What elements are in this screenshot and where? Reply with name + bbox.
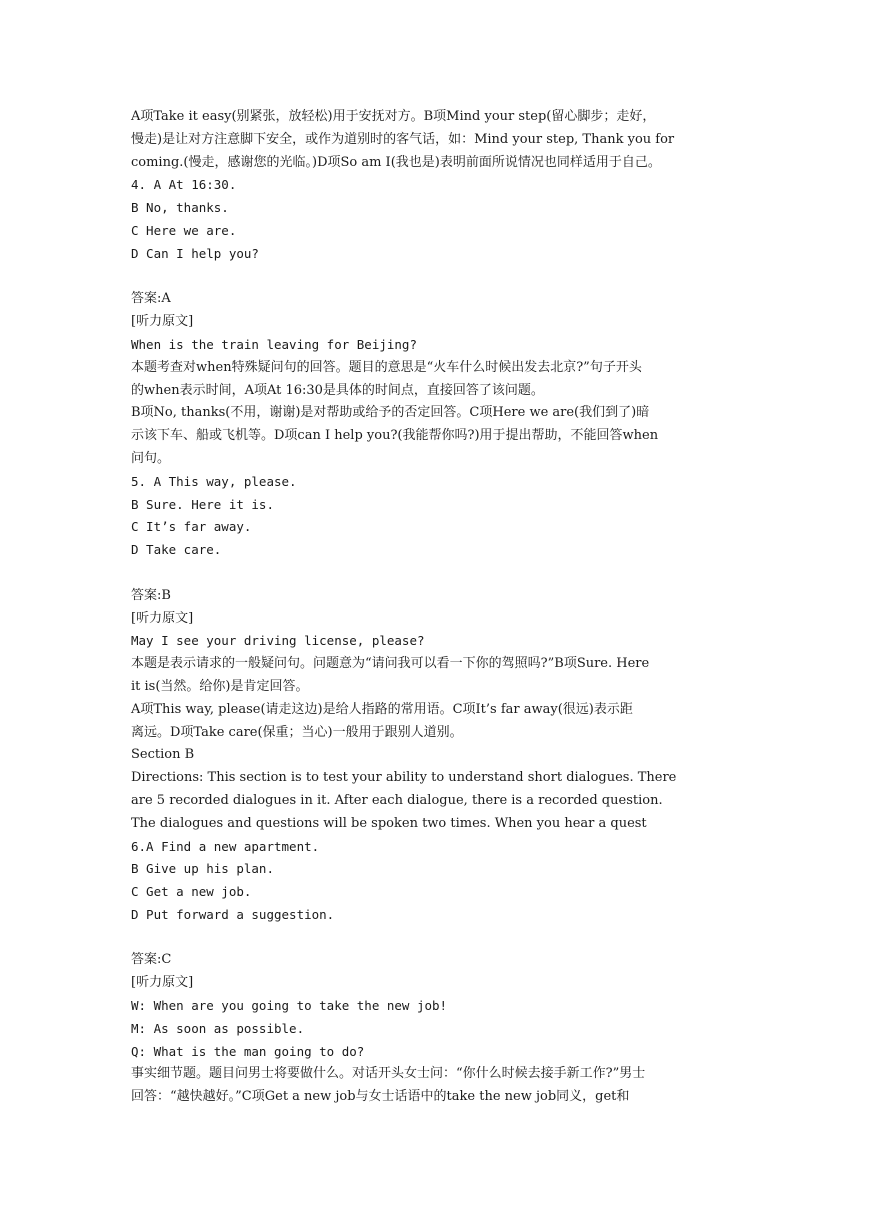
answer-option-line: M: As soon as possible.: [131, 1020, 305, 1036]
text-line: 事实细节题。题目问男士将要做什么。对话开头女士问：“你什么时候去接手新工作?”男士: [131, 1066, 646, 1082]
answer-option-line: D Put forward a suggestion.: [131, 906, 335, 922]
text-line: Section B: [131, 747, 195, 763]
text-line: B项No, thanks(不用，谢谢)是对帮助或给予的否定回答。C项Here we are(我们到了)暗: [131, 405, 650, 421]
blank-line: [131, 927, 739, 950]
text-line: 的when表示时间，A项At 16:30是具体的时间点，直接回答了该问题。: [131, 382, 544, 398]
text-line: 本题考查对when特殊疑问句的回答。题目的意思是“火车什么时候出发去北京?”句子开头: [131, 359, 642, 375]
text-line: A项Take it easy(别紧张，放轻松)用于安抚对方。B项Mind your step(留心脚步；走好，: [131, 109, 656, 124]
answer-option-line: C Get a new job.: [131, 884, 252, 900]
answer-option-line: B Sure. Here it is.: [131, 496, 274, 512]
text-line: [听力原文]: [131, 314, 194, 330]
blank-line: [131, 562, 739, 585]
text-line: 问句。: [131, 450, 171, 466]
blank-line: [131, 266, 739, 289]
text-line: The dialogues and questions will be spoken two times. When you hear a quest: [131, 815, 647, 831]
text-line: 慢走)是让对方注意脚下安全，或作为道别时的客气话，如：Mind your step, Thank you for: [131, 131, 675, 147]
text-line: 回答：“越快越好。”C项Get a new job与女士话语中的take the new job同义，get和: [131, 1089, 630, 1105]
text-line: [听力原文]: [131, 610, 194, 626]
text-line: are 5 recorded dialogues in it. After each dialogue, there is a recorded question.: [131, 792, 663, 808]
text-line: 示该下车、船或飞机等。D项can I help you?(我能帮你吗?)用于提出帮助，不能回答when: [131, 428, 659, 444]
answer-option-line: B Give up his plan.: [131, 861, 274, 877]
text-line: coming.(慢走，感谢您的光临。)D项So am I(我也是)表明前面所说情况也同样适用于自己。: [131, 154, 661, 170]
answer-option-line: 6.A Find a new apartment.: [131, 838, 320, 854]
text-line: 答案:B: [131, 587, 171, 603]
text-line: it is(当然。给你)是肯定回答。: [131, 678, 309, 694]
answer-option-line: B No, thanks.: [131, 200, 229, 216]
document-body: [131, 106, 739, 1109]
text-line: A项This way, please(请走这边)是给人指路的常用语。C项It’s far away(很远)表示距: [131, 701, 633, 717]
answer-option-line: D Take care.: [131, 542, 222, 558]
answer-option-line: D Can I help you?: [131, 245, 259, 261]
text-line: 本题是表示请求的一般疑问句。问题意为“请问我可以看一下你的驾照吗?”B项Sure. Here: [131, 656, 650, 672]
answer-option-line: When is the train leaving for Beijing?: [131, 336, 417, 352]
answer-option-line: Q: What is the man going to do?: [131, 1043, 365, 1059]
answer-option-line: C Here we are.: [131, 222, 237, 238]
text-line: [听力原文]: [131, 975, 194, 991]
answer-option-line: May I see your driving license, please?: [131, 633, 425, 649]
answer-option-line: 4. A At 16:30.: [131, 177, 237, 193]
text-line: 离远。D项Take care(保重；当心)一般用于跟别人道别。: [131, 724, 463, 740]
answer-option-line: W: When are you going to take the new job!: [131, 998, 448, 1014]
text-line: 答案:A: [131, 291, 171, 307]
text-line: 答案:C: [131, 952, 172, 968]
text-line: Directions: This section is to test your ability to understand short dialogues. There: [131, 770, 677, 786]
answer-option-line: 5. A This way, please.: [131, 473, 297, 489]
answer-option-line: C It’s far away.: [131, 519, 252, 535]
